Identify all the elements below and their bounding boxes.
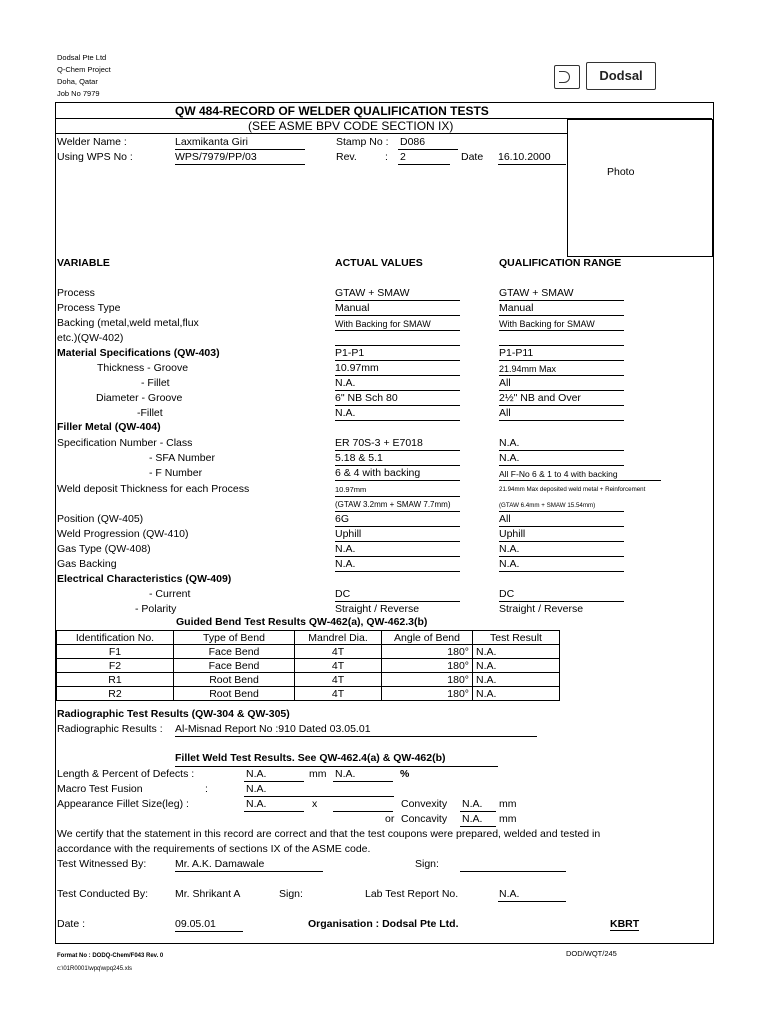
column-header: Identification No.: [57, 631, 174, 645]
var-range: (GTAW 6.4mm + SMAW 15.54mm): [499, 502, 596, 509]
signoff-date: 09.05.01: [175, 918, 216, 930]
bend-test-title: Guided Bend Test Results QW-462(a), QW-462.3(b): [176, 616, 428, 628]
actual-underline: [335, 420, 460, 421]
welder-name-underline: [175, 149, 305, 150]
var-actual: 10.97mm: [335, 362, 379, 374]
cell-type: Root Bend: [174, 673, 295, 687]
cell-angle: 180°: [382, 673, 473, 687]
var-label: -Fillet: [137, 407, 163, 419]
range-underline: [499, 571, 624, 572]
var-range: Straight / Reverse: [499, 603, 584, 615]
rev-label: Rev.: [336, 151, 357, 163]
var-actual: P1-P1: [335, 347, 365, 359]
var-range: All: [499, 377, 511, 389]
lab-report-value: N.A.: [499, 888, 520, 900]
cell-id: F1: [57, 645, 174, 659]
actual-underline: [335, 556, 460, 557]
length-percent-value: N.A.: [335, 768, 356, 780]
date-underline: [498, 164, 566, 165]
length-defects-value: N.A.: [246, 768, 267, 780]
form-title: QW 484-RECORD OF WELDER QUALIFICATION TESTS: [175, 104, 489, 118]
radiographic-underline: [175, 736, 537, 737]
welder-name-label: Welder Name :: [57, 136, 127, 148]
macro-value: N.A.: [246, 783, 267, 795]
wps-value: WPS/7979/PP/03: [175, 151, 257, 163]
range-underline: [499, 556, 624, 557]
fillet-title: Fillet Weld Test Results. See QW-462.4(a) & QW-462(b): [175, 752, 446, 764]
actual-underline: [335, 465, 460, 466]
photo-box: [567, 119, 713, 257]
range-underline: [499, 465, 624, 466]
wps-underline: [175, 164, 305, 165]
actual-underline: [335, 330, 460, 331]
dodsal-logo: [554, 62, 658, 90]
company-name: Dodsal Pte Ltd: [57, 53, 107, 62]
company-project: Q-Chem Project: [57, 65, 111, 74]
actual-values-header: ACTUAL VALUES: [335, 257, 423, 269]
actual-underline: [335, 360, 460, 361]
range-underline: [499, 526, 624, 527]
range-underline: [499, 345, 624, 346]
cell-result: N.A.: [473, 659, 560, 673]
var-range: N.A.: [499, 437, 520, 449]
cell-mandrel: 4T: [295, 673, 382, 687]
cell-result: N.A.: [473, 687, 560, 701]
var-label: Weld Progression (QW-410): [57, 528, 189, 540]
concavity-label: Concavity: [401, 813, 448, 825]
cell-angle: 180°: [382, 645, 473, 659]
var-range: P1-P11: [499, 347, 534, 359]
var-label: Diameter - Groove: [96, 392, 183, 404]
actual-underline: [335, 405, 460, 406]
company-location: Doha, Qatar: [57, 77, 98, 86]
actual-underline: [335, 571, 460, 572]
macro-label: Macro Test Fusion: [57, 783, 143, 795]
concavity-value: N.A.: [462, 813, 483, 825]
var-label: Weld deposit Thickness for each Process: [57, 483, 250, 495]
column-header: Mandrel Dia.: [295, 631, 382, 645]
organisation: Organisation : Dodsal Pte Ltd.: [308, 918, 459, 930]
var-range: Manual: [499, 302, 534, 314]
length-mm-unit: mm: [309, 768, 327, 780]
appearance-underline: [244, 811, 304, 812]
var-label: Position (QW-405): [57, 513, 144, 525]
company-job: Job No 7979: [57, 89, 100, 98]
cell-mandrel: 4T: [295, 687, 382, 701]
var-label: - Current: [149, 588, 191, 600]
var-label: Process: [57, 287, 95, 299]
range-underline: [499, 315, 624, 316]
var-actual: (GTAW 3.2mm + SMAW 7.7mm): [335, 500, 451, 509]
range-underline: [499, 375, 624, 376]
welder-name: Laxmikanta Giri: [175, 136, 248, 148]
signoff-date-underline: [175, 931, 243, 932]
kbrt-label: KBRT: [610, 918, 640, 930]
date-label: Date: [461, 151, 484, 163]
cell-id: R2: [57, 687, 174, 701]
var-actual: Uphill: [335, 528, 362, 540]
var-range: With Backing for SMAW: [499, 319, 595, 329]
actual-underline: [335, 390, 460, 391]
var-actual: DC: [335, 588, 351, 600]
var-range: DC: [499, 588, 515, 600]
cell-type: Root Bend: [174, 687, 295, 701]
var-label: etc.)(QW-402): [57, 332, 124, 344]
range-underline: [499, 405, 624, 406]
var-range: GTAW + SMAW: [499, 287, 574, 299]
certify-line-2: accordance with the requirements of sections IX of the ASME code.: [57, 843, 371, 855]
conducted-name: Mr. Shrikant A: [175, 888, 241, 900]
radiographic-title: Radiographic Test Results (QW-304 & QW-305): [57, 708, 290, 720]
lab-report-label: Lab Test Report No.: [365, 888, 459, 900]
var-range: 2½" NB and Over: [499, 392, 581, 404]
witnessed-underline: [175, 871, 323, 872]
stamp-underline: [398, 149, 458, 150]
column-header: Type of Bend: [174, 631, 295, 645]
document-ref: DOD/WQT/245: [566, 949, 617, 958]
actual-underline: [335, 345, 460, 346]
length-underline: [244, 781, 304, 782]
subtitle-divider: [56, 133, 567, 134]
var-actual: N.A.: [335, 377, 356, 389]
bend-test-table: [56, 630, 560, 701]
range-underline: [499, 601, 624, 602]
witnessed-label: Test Witnessed By:: [57, 858, 147, 870]
concavity-mm-unit: mm: [499, 813, 517, 825]
var-actual: 5.18 & 5.1: [335, 452, 383, 464]
radiographic-label: Radiographic Results :: [57, 723, 163, 735]
range-underline: [499, 420, 624, 421]
date-value: 16.10.2000: [498, 151, 551, 163]
photo-label: Photo: [607, 166, 635, 178]
var-actual: 6 & 4 with backing: [335, 467, 421, 479]
signoff-date-label: Date :: [57, 918, 86, 930]
rev-colon: :: [385, 151, 388, 163]
convexity-label: Convexity: [401, 798, 448, 810]
table-row: [57, 659, 560, 673]
appearance-label: Appearance Fillet Size(leg) :: [57, 798, 189, 810]
var-label: - Polarity: [135, 603, 177, 615]
cell-id: R1: [57, 673, 174, 687]
var-range: All F-No 6 & 1 to 4 with backing: [499, 469, 618, 479]
witnessed-name: Mr. A.K. Damawale: [175, 858, 265, 870]
var-actual: N.A.: [335, 407, 356, 419]
actual-underline: [335, 541, 460, 542]
var-range: All: [499, 407, 511, 419]
column-header: Angle of Bend: [382, 631, 473, 645]
actual-underline: [335, 450, 460, 451]
var-label: Backing (metal,weld metal,flux: [57, 317, 199, 329]
qualification-range-header: QUALIFICATION RANGE: [499, 257, 622, 269]
table-row: [57, 645, 560, 659]
cell-type: Face Bend: [174, 645, 295, 659]
var-actual: N.A.: [335, 543, 356, 555]
percent-unit: %: [400, 768, 410, 780]
var-label: Electrical Characteristics (QW-409): [57, 573, 232, 585]
var-actual: GTAW + SMAW: [335, 287, 410, 299]
var-actual: 6G: [335, 513, 350, 525]
var-label: Gas Type (QW-408): [57, 543, 151, 555]
cell-mandrel: 4T: [295, 659, 382, 673]
var-actual: Manual: [335, 302, 370, 314]
witnessed-sign-label: Sign:: [415, 858, 439, 870]
convexity-value: N.A.: [462, 798, 483, 810]
range-underline: [499, 450, 624, 451]
actual-underline: [335, 526, 460, 527]
cell-type: Face Bend: [174, 659, 295, 673]
column-header: Test Result: [473, 631, 560, 645]
appearance-x: x: [312, 798, 318, 810]
var-range: 21.94mm Max deposited weld metal + Reinforcement: [499, 486, 646, 493]
actual-underline: [335, 601, 460, 602]
range-underline: [499, 480, 661, 481]
conducted-sign-label: Sign:: [279, 888, 303, 900]
var-label: Specification Number - Class: [57, 437, 193, 449]
macro-underline: [244, 796, 394, 797]
lab-report-underline: [498, 901, 566, 902]
radiographic-value: Al-Misnad Report No :910 Dated 03.05.01: [175, 723, 371, 735]
certify-line-1: We certify that the statement in this record are correct and that the test coupons were prepared, welded and tested in: [57, 828, 601, 840]
var-range: All: [499, 513, 511, 525]
range-underline: [499, 330, 624, 331]
actual-underline: [335, 496, 460, 497]
cell-result: N.A.: [473, 673, 560, 687]
range-underline: [499, 511, 624, 512]
var-actual: Straight / Reverse: [335, 603, 420, 615]
var-actual: ER 70S-3 + E7018: [335, 437, 423, 449]
range-underline: [499, 360, 624, 361]
length-defects-label: Length & Percent of Defects :: [57, 768, 195, 780]
cell-result: N.A.: [473, 645, 560, 659]
rev-underline: [398, 164, 450, 165]
var-range: N.A.: [499, 452, 520, 464]
stamp-label: Stamp No :: [336, 136, 389, 148]
table-header-row: [57, 631, 560, 645]
actual-underline: [335, 480, 460, 481]
wps-label: Using WPS No :: [57, 151, 133, 163]
file-path: c:\01R0001\wpq\wpq245.xls: [57, 966, 133, 972]
var-label: - F Number: [149, 467, 203, 479]
actual-underline: [335, 511, 460, 512]
var-actual: N.A.: [335, 558, 356, 570]
convexity-underline: [460, 811, 496, 812]
conducted-label: Test Conducted By:: [57, 888, 149, 900]
macro-colon: :: [205, 783, 208, 795]
var-actual: With Backing for SMAW: [335, 319, 431, 329]
var-actual: 6" NB Sch 80: [335, 392, 398, 404]
form-subtitle: (SEE ASME BPV CODE SECTION IX): [248, 119, 454, 133]
rev-value: 2: [400, 151, 406, 163]
range-underline: [499, 390, 624, 391]
actual-underline: [335, 375, 460, 376]
variable-header: VARIABLE: [57, 257, 110, 269]
fillet-title-underline: [175, 766, 498, 767]
cell-angle: 180°: [382, 659, 473, 673]
or-text: or: [385, 813, 395, 825]
actual-underline: [335, 300, 460, 301]
convexity-mm-unit: mm: [499, 798, 517, 810]
witnessed-sign-underline: [460, 871, 566, 872]
var-label: Process Type: [57, 302, 121, 314]
var-label: Thickness - Groove: [97, 362, 189, 374]
appearance-value: N.A.: [246, 798, 267, 810]
length-percent-underline: [333, 781, 393, 782]
var-label: Material Specifications (QW-403): [57, 347, 220, 359]
var-range: N.A.: [499, 558, 520, 570]
var-range: N.A.: [499, 543, 520, 555]
dodsal-logo-mark-icon: [554, 65, 580, 89]
var-label: Gas Backing: [57, 558, 117, 570]
var-label: - Fillet: [141, 377, 170, 389]
concavity-underline: [460, 826, 496, 827]
cell-angle: 180°: [382, 687, 473, 701]
range-underline: [499, 541, 624, 542]
cell-id: F2: [57, 659, 174, 673]
var-label: Filler Metal (QW-404): [57, 421, 161, 433]
cell-mandrel: 4T: [295, 645, 382, 659]
table-row: [57, 687, 560, 701]
appearance-underline-2: [333, 811, 393, 812]
table-row: [57, 673, 560, 687]
stamp-value: D086: [400, 136, 426, 148]
var-range: Uphill: [499, 528, 526, 540]
var-label: - SFA Number: [149, 452, 215, 464]
var-range: 21.94mm Max: [499, 364, 557, 374]
var-actual: 10.97mm: [335, 485, 367, 494]
actual-underline: [335, 315, 460, 316]
format-number: Format No : DODQ-Chem/F043 Rev. 0: [57, 953, 164, 959]
dodsal-logo-text: Dodsal: [586, 62, 656, 90]
range-underline: [499, 300, 624, 301]
